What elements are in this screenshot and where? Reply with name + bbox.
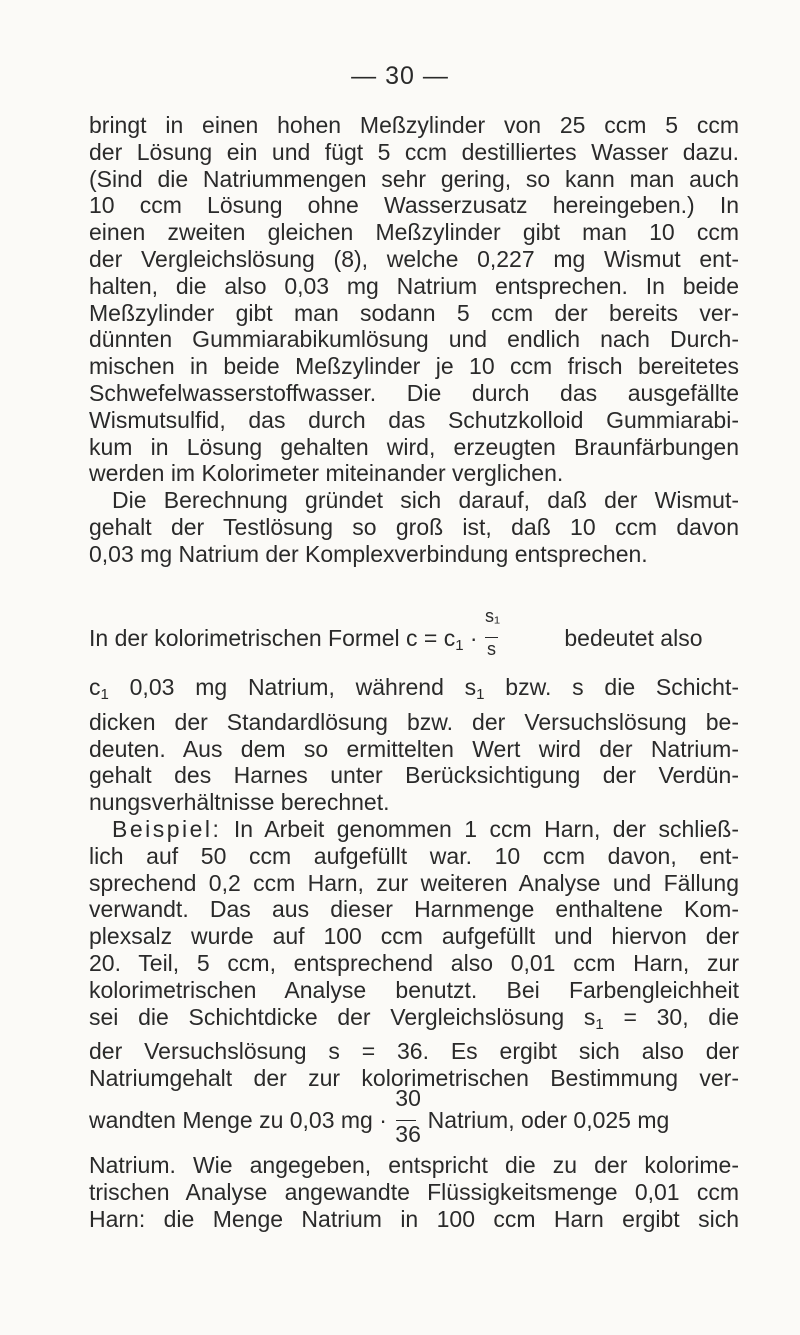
text-line (89, 816, 739, 843)
text-line (89, 674, 739, 709)
text-line: nungsverhältnisse berechnet. (89, 789, 390, 816)
formula-prefix: In der kolorimetrischen Formel c = c (89, 625, 456, 651)
text-line: kum in Lösung gehalten wird, erzeugten Braunfärbungen (89, 433, 739, 460)
text-line: trischen Analyse angewandte Flüssigkeitsmenge 0,01 ccm (89, 1178, 739, 1205)
text-fragment: sei die Schichtdicke der Vergleichslösung s (89, 1003, 596, 1030)
text-line: verwandt. Das aus dieser Harnmenge enthaltene Kom- (89, 896, 739, 923)
formula-suffix: bedeutet also (558, 625, 703, 651)
formula-fraction (393, 1084, 421, 1147)
text-line (89, 1004, 739, 1039)
text-line: 0,03 mg Natrium der Komplexverbindung entsprechen. (89, 540, 648, 567)
text-line: dünnten Gummiarabikumlösung und endlich nach Durch- (89, 326, 739, 353)
formula-prefix: wandten Menge zu 0,03 mg · (89, 1107, 394, 1133)
text-line: einen zweiten gleichen Meßzylinder gibt man 10 ccm (89, 219, 739, 246)
text-line: Die Berechnung gründet sich darauf, daß der Wismut- (112, 487, 739, 514)
text-line: mischen in beide Meßzylinder je 10 ccm frisch bereitetes (89, 353, 739, 380)
example-label: Beispiel: (112, 815, 222, 842)
text-line: werden im Kolorimeter miteinander verglichen. (89, 460, 564, 487)
fraction-numerator: 30 (395, 1084, 421, 1111)
fraction-bar (485, 637, 498, 638)
c1-symbol: c (89, 674, 101, 700)
page-number: — 30 — (351, 62, 449, 90)
paragraph-block-3 (89, 1152, 739, 1232)
text-line: gehalt des Harnes unter Berücksichtigung der Verdün- (89, 762, 739, 789)
fraction-denominator: 36 (395, 1120, 421, 1147)
subscript: 1 (476, 686, 485, 703)
text-line: der Vergleichslösung (8), welche 0,227 mg Wismut ent- (89, 245, 739, 272)
text-line: Schwefelwasserstoffwasser. Die durch das ausgefällte (89, 379, 739, 406)
text-line: (Sind die Natriummengen sehr gering, so kann man auch (89, 165, 739, 192)
text-fragment: = 30, die (603, 1003, 740, 1030)
text-line: plexsalz wurde auf 100 ccm aufgefüllt und hiervon der (89, 923, 739, 950)
text-fragment: In Arbeit genommen 1 ccm Harn, der schließ- (221, 815, 739, 842)
text-line: bringt in einen hohen Meßzylinder von 25 ccm 5 ccm (89, 112, 739, 138)
formula-line-1 (89, 605, 739, 659)
subscript: 1 (100, 686, 109, 703)
text-line: Natriumgehalt der zur kolorimetrischen Bestimmung ver- (89, 1065, 739, 1092)
subscript: 1 (595, 1015, 604, 1033)
fraction-denominator: s (487, 638, 496, 659)
paragraph-block-2 (89, 674, 739, 1092)
paragraph-block-1 (89, 112, 739, 568)
text-line: sprechend 0,2 ccm Harn, zur weiteren Analyse und Fällung (89, 869, 739, 896)
formula-subscript: 1 (455, 637, 464, 654)
text-line: gehalt der Testlösung so groß ist, daß 10 ccm davon (89, 513, 739, 540)
text-line: Meßzylinder gibt man sodann 5 ccm der bereits ver- (89, 299, 739, 326)
fraction-numerator: s₁ (485, 605, 501, 626)
formula-line-2 (89, 1084, 739, 1147)
text-line: Wismutsulfid, das durch das Schutzkolloid Gummiarabi- (89, 406, 739, 433)
formula-dot: · (463, 625, 484, 651)
text-line: 10 ccm Lösung ohne Wasserzusatz hereingeben.) In (89, 192, 739, 219)
formula-fraction (484, 605, 501, 659)
text-line: 20. Teil, 5 ccm, entsprechend also 0,01 ccm Harn, zur (89, 949, 739, 976)
text-fragment: bzw. s die Schicht- (484, 674, 739, 700)
text-line: lich auf 50 ccm aufgefüllt war. 10 ccm davon, ent- (89, 842, 739, 869)
text-fragment: 0,03 mg Natrium, während s (108, 674, 477, 700)
text-line: dicken der Standardlösung bzw. der Versuchslösung be- (89, 708, 739, 735)
text-line: Natrium. Wie angegeben, entspricht die zu der kolorime- (89, 1152, 739, 1178)
text-line: der Lösung ein und fügt 5 ccm destilliertes Wasser dazu. (89, 138, 739, 165)
text-line: der Versuchslösung s = 36. Es ergibt sich also der (89, 1038, 739, 1065)
formula-suffix: Natrium, oder 0,025 mg (421, 1107, 670, 1133)
text-line: halten, die also 0,03 mg Natrium entsprechen. In beide (89, 272, 739, 299)
text-line: Harn: die Menge Natrium in 100 ccm Harn ergibt sich (89, 1205, 739, 1232)
text-line: deuten. Aus dem so ermittelten Wert wird der Natrium- (89, 735, 739, 762)
text-line: kolorimetrischen Analyse benutzt. Bei Farbengleichheit (89, 976, 739, 1003)
